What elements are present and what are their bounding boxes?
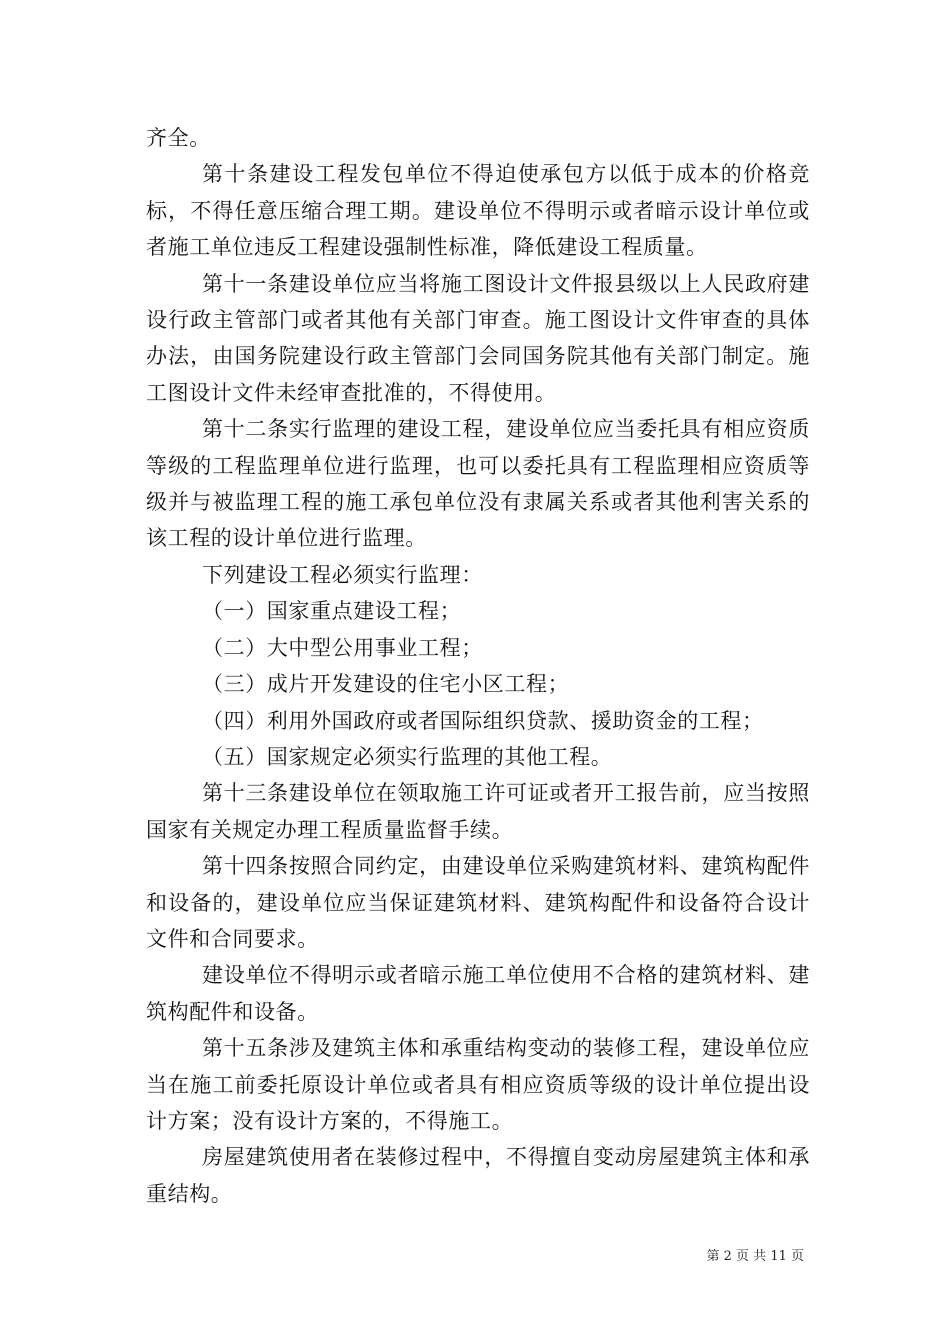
paragraph-article-15: 第十五条涉及建筑主体和承重结构变动的装修工程，建设单位应当在施工前委托原设计单位或者具有相应资质等级的设计单位提出设计方案；没有设计方案的，不得施工。 <box>146 1036 810 1133</box>
paragraph-article-14-b: 建设单位不得明示或者暗示施工单位使用不合格的建筑材料、建筑构配件和设备。 <box>146 963 810 1024</box>
list-item: （一）国家重点建设工程； <box>202 599 462 624</box>
paragraph-article-13: 第十三条建设单位在领取施工许可证或者开工报告前，应当按照国家有关规定办理工程质量监督手续。 <box>146 781 810 842</box>
list-item: （二）大中型公用事业工程； <box>202 635 483 660</box>
paragraph-article-10: 第十条建设工程发包单位不得迫使承包方以低于成本的价格竞标，不得任意压缩合理工期。建设单位不得明示或者暗示设计单位或者施工单位违反工程建设强制性标准，降低建设工程质量。 <box>146 162 810 260</box>
list-item: （四）利用外国政府或者国际组织贷款、援助资金的工程； <box>202 708 764 733</box>
paragraph-article-15-b: 房屋建筑使用者在装修过程中，不得擅自变动房屋建筑主体和承重结构。 <box>146 1145 810 1206</box>
paragraph-continuation: 齐全。 <box>146 126 211 150</box>
paragraph-supervision-list-intro: 下列建设工程必须实行监理： <box>202 562 483 587</box>
paragraph-article-11: 第十一条建设单位应当将施工图设计文件报县级以上人民政府建设行政主管部门或者其他有关部门审查。施工图设计文件审查的具体办法，由国务院建设行政主管部门会同国务院其他有关部门制定。施工图设计文件未经审查批准的，不得使用。 <box>146 271 810 405</box>
document-body <box>146 120 810 1212</box>
list-item: （三）成片开发建设的住宅小区工程； <box>202 672 570 697</box>
page-number-footer: 第 2 页 共 11 页 <box>706 1249 804 1264</box>
list-item: （五）国家规定必须实行监理的其他工程。 <box>202 744 613 769</box>
paragraph-article-12: 第十二条实行监理的建设工程，建设单位应当委托具有相应资质等级的工程监理单位进行监理，也可以委托具有工程监理相应资质等级并与被监理工程的施工承包单位没有隶属关系或者其他利害关系的该工程的设计单位进行监理。 <box>146 417 810 551</box>
paragraph-article-14: 第十四条按照合同约定，由建设单位采购建筑材料、建筑构配件和设备的，建设单位应当保证建筑材料、建筑构配件和设备符合设计文件和合同要求。 <box>146 854 810 951</box>
